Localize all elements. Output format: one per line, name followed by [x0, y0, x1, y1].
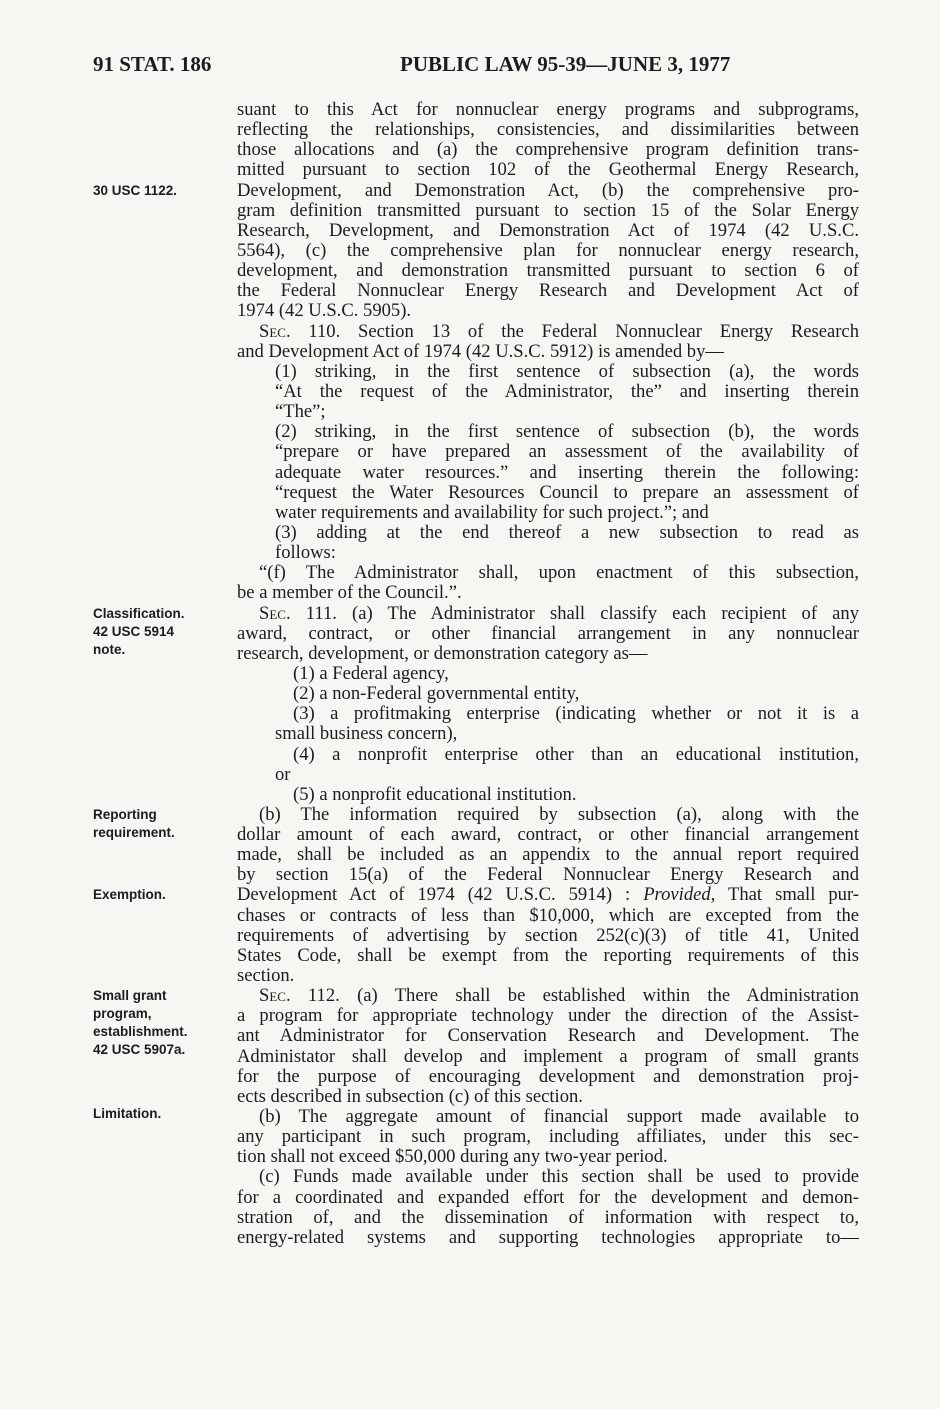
statute-page-number: 91 STAT. 186	[93, 52, 212, 76]
text-fragment: 110. Section 13 of the Federal Nonnuclear Energy Research	[290, 321, 859, 342]
text-fragment: Development Act of 1974 (42 U.S.C. 5914) :	[237, 885, 644, 906]
text-line: (b) The information required by subsection (a), along with the	[259, 804, 859, 825]
text-line: follows:	[275, 543, 336, 564]
text-line: “The”;	[275, 402, 326, 423]
text-fragment: 111. (a) The Administrator shall classify each recipient of any	[290, 603, 859, 624]
text-line: gram definition transmitted pursuant to section 15 of the Solar Energy	[237, 200, 859, 221]
margin-note-30-usc-1122	[93, 182, 213, 200]
text-line: (c) Funds made available under this section shall be used to provide	[259, 1167, 859, 1188]
text-line: ant Administrator for Conservation Research and Development. The	[237, 1026, 859, 1047]
text-line: ects described in subsection (c) of this section.	[237, 1086, 583, 1107]
margin-note-exemption	[93, 886, 213, 904]
margin-note-line: Small grant	[93, 988, 167, 1003]
text-line: 1974 (42 U.S.C. 5905).	[237, 301, 412, 322]
text-line: States Code, shall be exempt from the reporting requirements of this	[237, 945, 859, 966]
text-line: for the purpose of encouraging development and demonstration proj-	[237, 1066, 859, 1087]
section-label: Sec.	[259, 603, 291, 624]
margin-note-line: program,	[93, 1006, 152, 1021]
text-line: (2) a non-Federal governmental entity,	[293, 684, 580, 705]
provided-italic: Provided,	[643, 885, 716, 906]
text-line: mitted pursuant to section 102 of the Geothermal Energy Research,	[237, 160, 859, 181]
text-line: (1) striking, in the first sentence of subsection (a), the words	[275, 361, 859, 382]
text-line: (3) adding at the end thereof a new subsection to read as	[275, 522, 859, 543]
running-head: PUBLIC LAW 95-39—JUNE 3, 1977	[400, 52, 731, 76]
text-line: small business concern),	[275, 724, 458, 745]
section-label: Sec.	[259, 986, 291, 1007]
text-line: 5564), (c) the comprehensive plan for nonnuclear energy research,	[237, 240, 859, 261]
text-line: (4) a nonprofit enterprise other than an educational institution,	[293, 744, 859, 765]
text-fragment: 112. (a) There shall be established within the Administration	[290, 986, 859, 1007]
statute-body	[237, 100, 859, 1248]
margin-note-line: requirement.	[93, 825, 175, 840]
margin-note-line: Reporting	[93, 807, 157, 822]
text-line: (2) striking, in the first sentence of subsection (b), the words	[275, 422, 859, 443]
margin-note-classification	[93, 605, 213, 659]
text-line: stration of, and the dissemination of information with respect to,	[237, 1207, 859, 1228]
margin-note-line: Classification.	[93, 606, 185, 621]
margin-note-line: Exemption.	[93, 887, 166, 902]
text-line: be a member of the Council.”.	[237, 583, 462, 604]
text-line: “request the Water Resources Council to prepare an assessment of	[275, 482, 859, 503]
text-line: “prepare or have prepared an assessment of the availability of	[275, 442, 859, 463]
margin-note-limitation	[93, 1105, 213, 1123]
text-line: made, shall be included as an appendix to the annual report required	[237, 845, 859, 866]
margin-note-line: 42 USC 5914	[93, 624, 175, 639]
page-header	[93, 52, 863, 82]
provided-line	[237, 885, 859, 905]
section-112-heading	[237, 986, 859, 1006]
text-line: tion shall not exceed $50,000 during any two-year period.	[237, 1147, 668, 1168]
text-line: Research, Development, and Demonstration Act of 1974 (42 U.S.C.	[237, 220, 859, 241]
margin-note-small-grant	[93, 987, 213, 1059]
text-line: suant to this Act for nonnuclear energy programs and subprograms,	[237, 100, 859, 120]
text-line: award, contract, or other financial arrangement in any nonnuclear	[237, 623, 859, 644]
text-line: water requirements and availability for such project.”; and	[275, 502, 709, 523]
text-line: those allocations and (a) the comprehensive program definition trans-	[237, 140, 859, 161]
text-line: section.	[237, 966, 295, 987]
text-line: (5) a nonprofit educational institution.	[293, 784, 577, 805]
margin-note-reporting	[93, 806, 213, 842]
text-line: development, and demonstration transmitted pursuant to section 6 of	[237, 261, 859, 282]
text-line: and Development Act of 1974 (42 U.S.C. 5912) is amended by—	[237, 341, 724, 362]
section-110-heading	[237, 322, 859, 342]
margin-note-line: note.	[93, 642, 126, 657]
text-line: (3) a profitmaking enterprise (indicating whether or not it is a	[293, 704, 859, 725]
text-line: Development, and Demonstration Act, (b) the comprehensive pro-	[237, 180, 859, 201]
text-line: “At the request of the Administrator, the” and inserting therein	[275, 381, 859, 402]
margin-note-line: establishment.	[93, 1024, 188, 1039]
text-line: a program for appropriate technology under the direction of the Assist-	[237, 1006, 859, 1027]
text-line: by section 15(a) of the Federal Nonnuclear Energy Research and	[237, 865, 859, 886]
text-line: energy-related systems and supporting technologies appropriate to—	[237, 1227, 859, 1248]
margin-note-line: 30 USC 1122.	[93, 183, 178, 198]
text-line: reflecting the relationships, consistencies, and dissimilarities between	[237, 120, 859, 141]
text-fragment: That small pur-	[715, 885, 859, 906]
text-line: “(f) The Administrator shall, upon enactment of this subsection,	[259, 563, 859, 584]
text-line: requirements of advertising by section 252(c)(3) of title 41, United	[237, 925, 859, 946]
text-line: dollar amount of each award, contract, or other financial arrangement	[237, 825, 859, 846]
margin-note-line: 42 USC 5907a.	[93, 1042, 186, 1057]
text-line: Administator shall develop and implement a program of small grants	[237, 1046, 859, 1067]
section-label: Sec.	[259, 321, 291, 342]
text-line: for a coordinated and expanded effort for the development and demon-	[237, 1187, 859, 1208]
text-line: or	[275, 764, 291, 785]
text-line: the Federal Nonnuclear Energy Research and Development Act of	[237, 281, 859, 302]
section-111-heading	[237, 604, 859, 624]
text-line: (1) a Federal agency,	[293, 663, 449, 684]
text-line: research, development, or demonstration category as—	[237, 643, 648, 664]
margin-note-line: Limitation.	[93, 1106, 162, 1121]
text-line: any participant in such program, including affiliates, under this sec-	[237, 1127, 859, 1148]
text-line: chases or contracts of less than $10,000, which are excepted from the	[237, 905, 859, 926]
text-line: adequate water resources.” and inserting therein the following:	[275, 462, 859, 483]
text-line: (b) The aggregate amount of financial support made available to	[259, 1107, 859, 1128]
